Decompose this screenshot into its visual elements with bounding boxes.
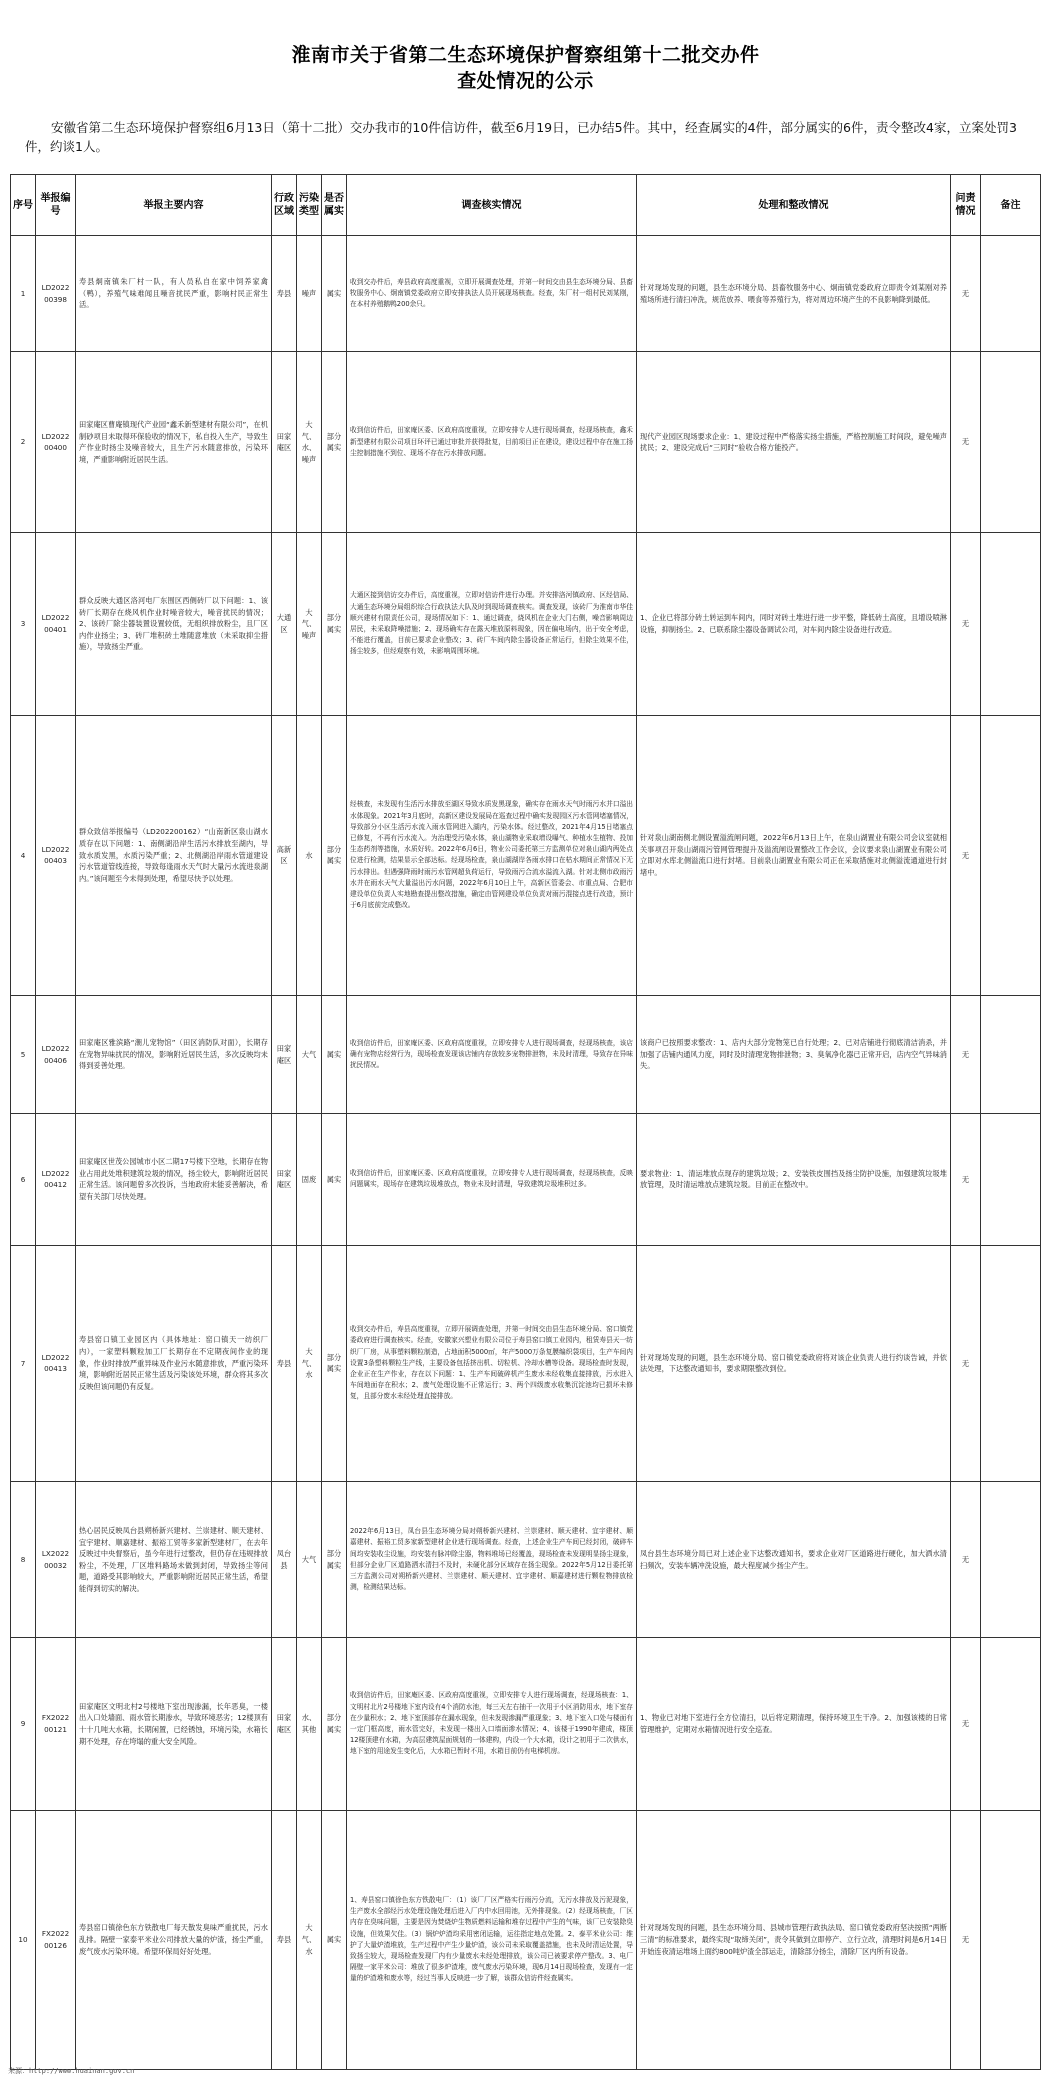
- survey-result-cell: 收到交办件后，寿县高度重视，立即开展调查处理，并第一时间交由县生态环境分局、窑口镇党委政府进行调查核实。经查，安徽家兴塑业有限公司位于寿县窑口镇工业园内，租赁寿县天一纺织厂厂房，从事塑料颗粒制造，占地面积5000㎡，年产5000万条复膜编织袋项目，生产车间内设置3条塑料颗粒生产线，主要设备包括挤出机、切粒机、冷却水槽等设备。现场检查时发现，企业正在生产作业，存在以下问题：1、生产车间破碎机产生废水未经收集直接排放，污水进入车间地面存在积水；2、废气处理设施不正常运行；3、两个四级废水收集沉淀池均已损坏未修复，且部分废水未经处理直接排放。: [347, 1245, 637, 1482]
- region-cell: 凤台县: [272, 1482, 297, 1638]
- accountability-cell: 无: [951, 352, 981, 533]
- document-title-line2: 查处情况的公示: [457, 70, 594, 92]
- report-id-cell: LD2022 00398: [36, 236, 76, 352]
- source-footer: 来源：http://www.huainan.gov.cn: [8, 2067, 135, 2075]
- intro-paragraph: 安徽省第二生态环境保护督察组6月13日（第十二批）交办我市的10件信访件，截至6月19日，已办结5件。其中，经查属实的4件，部分属实的6件，责令整改4家，立案处罚3件，约谈1人。: [25, 120, 1017, 154]
- report-content-cell: 田家庵区雅滨路“潮儿宠物馆”（田区消防队对面），长期存在宠物异味扰民的情况，影响附近居民生活，多次反映均未得到妥善处理。: [76, 995, 272, 1113]
- truth-status-cell: 属实: [322, 1114, 347, 1245]
- row-number-cell: 2: [11, 352, 36, 533]
- header-truth: 是否属实: [322, 175, 347, 236]
- handling-result-cell: 针对现场发现的问题，县生态环境分局、县畜牧服务中心、炯南镇党委政府立即责令刘某刚对养殖场所进行清扫冲洗，规范放养、喂食等养殖行为，将对周边环境产生的不良影响降到最低。: [637, 236, 951, 352]
- survey-result-cell: 收到信访件后，田家庵区委、区政府高度重视，立即安排专人进行现场调查，经现场核查：1、文明村北片2号楼地下室内设有4个消防水池，每三天左右抽干一次用于小区消防用水，地下室存在少量积水；2、地下室顶部存在漏水现象，但未发现渗漏严重现象；3、地下室入口处与楼面有一定门框高度，雨水管完好，未发现一楼出入口墙面渗水情况；4、该楼于1990年建成，楼顶12楼顶建有水箱，为高层建筑屋面规划的一体建构，内设一个大水箱，设计之初用于二次供水，地下室的用途发生变化后，大水箱已暂时不用，水箱目前仍有电梯机房。: [347, 1638, 637, 1810]
- row-number-cell: 8: [11, 1482, 36, 1638]
- table-row: [11, 1245, 1041, 1482]
- row-number-cell: 10: [11, 1810, 36, 2069]
- report-id-cell: LD2022 00400: [36, 352, 76, 533]
- table-row: [11, 1482, 1041, 1638]
- note-cell: [981, 352, 1041, 533]
- note-cell: [981, 533, 1041, 716]
- report-id-cell: LD2022 00413: [36, 1245, 76, 1482]
- note-cell: [981, 1482, 1041, 1638]
- region-cell: 寿县: [272, 236, 297, 352]
- table-header-row: [11, 175, 1041, 236]
- report-content-cell: 群众反映大通区洛河电厂东围区西侧砖厂以下问题：1、该砖厂长期存在烧风机作业时噪音较大，噪音扰民的情况；2、该砖厂除尘器装置设置较低，无组织排放粉尘，且厂区内作业扬尘；3、砖厂堆积砖土堆随意堆放（未采取抑尘措施），导致扬尘严重。: [76, 533, 272, 716]
- row-number-cell: 1: [11, 236, 36, 352]
- header-pollution-type: 污染类型: [297, 175, 322, 236]
- pollution-type-cell: 固废: [297, 1114, 322, 1245]
- report-id-cell: LD2022 00403: [36, 716, 76, 996]
- row-number-cell: 3: [11, 533, 36, 716]
- survey-result-cell: 收到信访件后，田家庵区委、区政府高度重视，立即安排专人进行现场调查，经现场核查，该店确有宠物店经营行为，现场检查发现该店铺内存放较多宠物排泄物，未及时清理，导致存在异味扰民情况。: [347, 995, 637, 1113]
- header-note: 备注: [981, 175, 1041, 236]
- truth-status-cell: 部分属实: [322, 1638, 347, 1810]
- accountability-cell: 无: [951, 995, 981, 1113]
- survey-result-cell: 收到信访件后，田家庵区委、区政府高度重视，立即安排专人进行现场调查，经现场核查，鑫禾新型建材有限公司项目环评已通过审批并获得批复，目前项目正在建设，建设过程中存在施工扬尘控制措施不到位、现场不存在污水排放问题。: [347, 352, 637, 533]
- note-cell: [981, 995, 1041, 1113]
- region-cell: 田家庵区: [272, 1114, 297, 1245]
- truth-status-cell: 部分属实: [322, 1482, 347, 1638]
- report-id-cell: LD2022 00401: [36, 533, 76, 716]
- header-handling: 处理和整改情况: [637, 175, 951, 236]
- survey-result-cell: 收到信访件后，田家庵区委、区政府高度重视，立即安排专人进行现场调查，经现场核查，反映问题属实，现场存在建筑垃圾堆放点，物业未及时清理，导致建筑垃圾堆积过多。: [347, 1114, 637, 1245]
- survey-result-cell: 经核查，未发现有生活污水排放至湖区导致水质发黑现象，确实存在雨水天气时雨污水并口溢出水体现象。2021年3月底时，高新区建设发展局在巡查过程中确实发现园区污水管网堵塞情况，导致部分小区生活污水流入雨水管网进入湖内，污染水体。经过整改，2021年4月15日堵塞点已修复，不再有污水流入。为治理受污染水体，泉山湖物业采取增设曝气、种植水生植物、投加生态药剂等措施，水质好转。2022年6月6日，物业公司委托第三方监测单位对泉山湖内两处点位进行检测，结果显示全部达标。经现场检查，泉山湖湖岸各雨水排口在枯水期间正常情况下无污水排出。但遇强降雨时雨污水管网超负荷运行，导致雨污合流水溢流入湖。针对北侧市政雨污水井在雨水天气大量溢出污水问题，2022年6月10日上午，高新区管委会、市重点局、合肥市建设单位负责人实地勘查提出整改措施，确定由管网建设单位负责对雨污混接点进行改造，预计于6月底前完成整改。: [347, 716, 637, 996]
- report-content-cell: 田家庵区曹庵镇现代产业园“鑫禾新型建材有限公司”，在机制砂项目未取得环保验收的情况下，私自投入生产，导致生产作业时扬尘及噪音较大，且生产污水随意排放，污染环境，严重影响附近居民生活。: [76, 352, 272, 533]
- pollution-type-cell: 大气: [297, 1482, 322, 1638]
- note-cell: [981, 1245, 1041, 1482]
- table-row: [11, 995, 1041, 1113]
- pollution-type-cell: 水、其他: [297, 1638, 322, 1810]
- table-row: [11, 1114, 1041, 1245]
- handling-result-cell: 1、企业已将部分砖土转运到车间内，同时对砖土堆进行进一步平整，降低砖土高度，且增设喷淋设施，抑制扬尘。2、已联系除尘器设备调试公司，对车间内除尘设备进行改造。: [637, 533, 951, 716]
- truth-status-cell: 部分属实: [322, 1245, 347, 1482]
- report-id-cell: FX2022 00126: [36, 1810, 76, 2069]
- accountability-cell: 无: [951, 236, 981, 352]
- accountability-cell: 无: [951, 1245, 981, 1482]
- region-cell: 寿县: [272, 1245, 297, 1482]
- table-row: [11, 716, 1041, 996]
- accountability-cell: 无: [951, 1810, 981, 2069]
- pollution-type-cell: 大气、水、噪声: [297, 352, 322, 533]
- note-cell: [981, 236, 1041, 352]
- pollution-type-cell: 水: [297, 716, 322, 996]
- accountability-cell: 无: [951, 1638, 981, 1810]
- handling-result-cell: 要求物业：1、清运堆放点现存的建筑垃圾；2、安装铁皮围挡及扬尘防护设施，加强建筑垃圾堆放管理，及时清运堆放点建筑垃圾。目前正在整改中。: [637, 1114, 951, 1245]
- note-cell: [981, 1810, 1041, 2069]
- report-content-cell: 寿县窑口镇徐色东方铁散电厂每天散发臭味严重扰民，污水乱排。隔壁一家泰平米业公司排放大量的炉渣，扬尘严重，废气废水污染环境。希望环保局好好处理。: [76, 1810, 272, 2069]
- handling-result-cell: 凤台县生态环境分局已对上述企业下达整改通知书，要求企业对厂区道路进行硬化，加大洒水清扫频次，安装车辆冲洗设施，最大程度减少扬尘产生。: [637, 1482, 951, 1638]
- handling-result-cell: 针对泉山湖南侧北侧设置溢流闸问题，2022年6月13日上午，在泉山湖置业有限公司会议室就相关事项召开泉山湖雨污管网管理提升及溢流闸设置整改工作会议，会议要求泉山湖置业有限公司立即对水库北侧溢流口进行封堵。目前泉山湖置业有限公司正在采取措施对北侧溢流通道进行封堵中。: [637, 716, 951, 996]
- truth-status-cell: 属实: [322, 1810, 347, 2069]
- table-body: [11, 236, 1041, 2070]
- table-row: [11, 1638, 1041, 1810]
- pollution-type-cell: 大气、水: [297, 1245, 322, 1482]
- row-number-cell: 4: [11, 716, 36, 996]
- region-cell: 大通区: [272, 533, 297, 716]
- survey-result-cell: 大通区接到信访交办件后，高度重视，立即对信访件进行办理。并安排洛河镇政府、区经信局、大通生态环境分局组织综合行政执法大队及时到现场调查核实。调查发现，该砖厂为淮南市华佳顺兴建材有限责任公司，现场情况如下：1、通过调查，烧风机在企业大门右侧，噪音影响周边居民，未采取降噪措施；2、现场确实存在露天堆放原料现象，因在偏电场内，出于安全考虑，不能进行覆盖，目前已要求企业整改；3、砖厂车间内除尘器设备正常运行，但除尘效果不佳，扬尘较多，但经观察有效，未影响周围环境。: [347, 533, 637, 716]
- table-row: [11, 533, 1041, 716]
- pollution-type-cell: 大气、水: [297, 1810, 322, 2069]
- pollution-type-cell: 大气: [297, 995, 322, 1113]
- row-number-cell: 7: [11, 1245, 36, 1482]
- region-cell: 田家庵区: [272, 352, 297, 533]
- header-no: 序号: [11, 175, 36, 236]
- report-content-cell: 田家庵区文明北村2号楼地下室出现渗漏，长年恶臭，一楼出入口处墙面、雨水管长期渗水，导致环境恶劣；12楼顶有十十几吨大水箱，长期闲置，已经锈蚀，环境污染，水箱长期不处理，存在垮塌的重大安全风险。: [76, 1638, 272, 1810]
- report-id-cell: LD2022 00412: [36, 1114, 76, 1245]
- truth-status-cell: 部分属实: [322, 533, 347, 716]
- row-number-cell: 6: [11, 1114, 36, 1245]
- region-cell: 田家庵区: [272, 1638, 297, 1810]
- header-region: 行政区域: [272, 175, 297, 236]
- handling-result-cell: 1、物业已对地下室进行全方位清扫，以后将定期清理，保持环境卫生干净。2、加强该楼的日常管理维护，定期对水箱情况进行安全巡查。: [637, 1638, 951, 1810]
- row-number-cell: 9: [11, 1638, 36, 1810]
- pollution-type-cell: 大气、噪声: [297, 533, 322, 716]
- report-content-cell: 群众致信举报编号（LD202200162）“山南新区泉山湖水质存在以下问题：1、南侧湖沿岸生活污水排放至湖内，导致水质发黑，水质污染严重；2、北侧湖沿岸雨水管道建设污水管道管线连接，导致每逢雨水天气时大量污水流进泉湖内。”该问题至今未得到处理，希望尽快予以处理。: [76, 716, 272, 996]
- handling-result-cell: 该商户已按照要求整改：1、店内大部分宠物笼已自行处理；2、已对店铺进行彻底清洁消杀，并加强了店铺内通风力度，同时及时清理宠物排泄物；3、臭氧净化器已正常开启，店内空气异味消失。: [637, 995, 951, 1113]
- note-cell: [981, 1638, 1041, 1810]
- row-number-cell: 5: [11, 995, 36, 1113]
- truth-status-cell: 部分属实: [322, 716, 347, 996]
- accountability-cell: 无: [951, 533, 981, 716]
- report-id-cell: LD2022 00406: [36, 995, 76, 1113]
- report-id-cell: LX2022 00032: [36, 1482, 76, 1638]
- pollution-type-cell: 噪声: [297, 236, 322, 352]
- handling-result-cell: 针对现场发现的问题，县生态环境分局、县城市管理行政执法局、窑口镇党委政府坚决按照“两断三清”的标准要求，最终实现“取缔关闭”，责令其做到立即停产、立行立改，清理时间是6月14日开始连夜清运堆场上面约800吨炉渣全部运走，清除部分扬尘，清除厂区内所有设备。: [637, 1810, 951, 2069]
- report-content-cell: 田家庵区世茂公园城市小区二期17号楼下空地，长期存在物业占用此处堆积建筑垃圾的情况，扬尘较大，影响附近居民正常生活。该问题曾多次投诉，当地政府未能妥善解决，希望有关部门尽快处理。: [76, 1114, 272, 1245]
- report-content-cell: 寿县炯南镇朱厂村一队，有人员私自在家中饲养家禽（鸭），养殖气味难闻且噪音扰民严重，影响村民正常生活。: [76, 236, 272, 352]
- note-cell: [981, 716, 1041, 996]
- header-content: 举报主要内容: [76, 175, 272, 236]
- survey-result-cell: 2022年6月13日，凤台县生态环境分局对朔桥新兴建材、兰崇建材、顺天建材、宜宇建材、顺嘉建材、振裕工贸多家新型建材企业进行现场调查。经查，上述企业生产车间已经封闭，破碎车间均安装收尘设施，均安装有脉冲除尘器，物料堆场已经覆盖，现场检查未发现明显扬尘现象，但部分企业厂区道路洒水清扫不及时，未硬化部分区域存在扬尘现象。2022年5月12日委托第三方监测公司对朔桥新兴建材、兰崇建材、顺天建材、宜宇建材、顺嘉建材进行颗粒物排放检测，检测结果达标。: [347, 1482, 637, 1638]
- header-report-id: 举报编号: [36, 175, 76, 236]
- survey-result-cell: 1、寿县窑口镇徐色东方铁散电厂：（1）该厂厂区严格实行雨污分流，无污水排放及污泥现象，生产废水全部经污水处理设施处理后进入厂内中水回用池，无外排现象。（2）经现场核查，厂区内存在臭味问题，主要是因为焚烧炉生物质燃料运输和堆存过程中产生的气味，该厂已安装除臭设施，但效果欠佳。（3）锅炉炉渣均采用密闭运输，运往指定地点处置。2、泰平米业公司：维护了大量炉渣堆放，生产过程中产生少量炉渣，该公司未采取覆盖措施，也未及时清运处置，导致扬尘较大，现场检查发现厂内有少量废水未经处理排放，该公司已被要求停产整改。3、电厂隔壁一家平米公司：堆放了很多炉渣堆，废气废水污染环境，现6月14日现场检查，发现有一定量的炉渣堆和废水等，经过当事人反映进一步了解，该群众信访件经查属实。: [347, 1810, 637, 2069]
- handling-result-cell: 针对现场发现的问题，县生态环境分局、窑口镇党委政府将对该企业负责人进行约谈告诫，并依法处理，下达整改通知书，要求期限整改到位。: [637, 1245, 951, 1482]
- region-cell: 寿县: [272, 1810, 297, 2069]
- table-row: [11, 352, 1041, 533]
- report-content-cell: 寿县窑口镇工业园区内（具体地址：窑口镇天一纺织厂内），一家塑料颗粒加工厂长期存在不定期夜间作业的现象，作业时排放严重异味及作业污水随意排放，严重污染环境，影响附近居民正常生活及污染该处环境，群众将其多次反映但该问题仍有反复。: [76, 1245, 272, 1482]
- region-cell: 田家庵区: [272, 995, 297, 1113]
- header-accountability: 问责情况: [951, 175, 981, 236]
- truth-status-cell: 部分属实: [322, 352, 347, 533]
- survey-result-cell: 收到交办件后，寿县政府高度重视，立即开展调查处理，并第一时间交由县生态环境分局、县畜牧服务中心、炯南镇党委政府立即安排执法人员开展现场核查。经查，朱厂村一组村民刘某刚，在本村养殖鹅鸭200余只。: [347, 236, 637, 352]
- header-survey: 调查核实情况: [347, 175, 637, 236]
- table-row: [11, 1810, 1041, 2069]
- note-cell: [981, 1114, 1041, 1245]
- handling-result-cell: 现代产业园区现场要求企业：1、建设过程中严格落实扬尘措施，严格控制施工时间段，避免噪声扰民；2、建设完成后“三同时”验收合格方能投产。: [637, 352, 951, 533]
- report-content-cell: 热心居民反映凤台县朔桥新兴建材、兰崇建材、顺天建材、宜宇建材、顺嘉建材、振裕工贸等多家新型建材厂，在去年反映过中央督察后，虽今年进行过整改，但仍存在违规排放粉尘，不处理，厂区堆料路场未做到封闭，导致扬尘等问题，道路受其影响较大，严重影响附近居民正常生活，希望能得到切实的解决。: [76, 1482, 272, 1638]
- report-id-cell: FX2022 00121: [36, 1638, 76, 1810]
- accountability-cell: 无: [951, 716, 981, 996]
- accountability-cell: 无: [951, 1482, 981, 1638]
- table-row: [11, 236, 1041, 352]
- truth-status-cell: 属实: [322, 236, 347, 352]
- accountability-cell: 无: [951, 1114, 981, 1245]
- region-cell: 高新区: [272, 716, 297, 996]
- document-title-line1: 淮南市关于省第二生态环境保护督察组第十二批交办件: [291, 44, 760, 66]
- truth-status-cell: 属实: [322, 995, 347, 1113]
- case-table: [10, 174, 1041, 2070]
